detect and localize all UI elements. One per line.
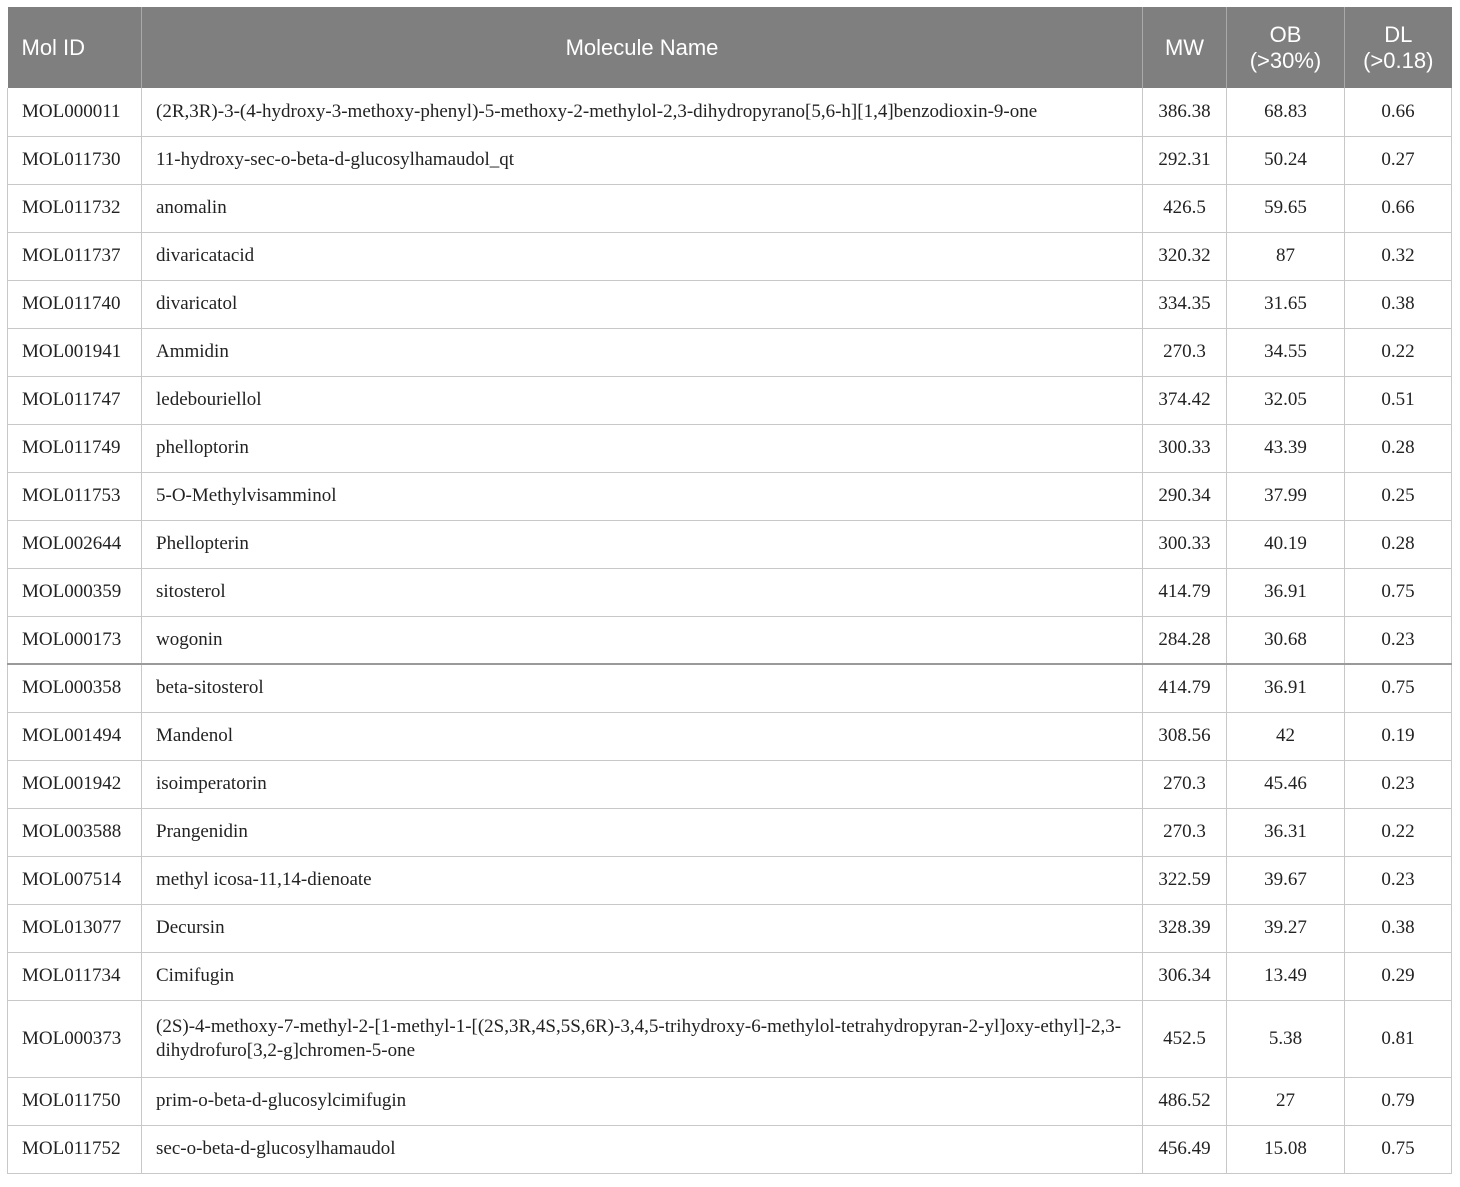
cell-molecule-name: Mandenol xyxy=(142,712,1143,760)
molecule-table xyxy=(7,7,1452,1174)
cell-dl: 0.28 xyxy=(1345,424,1452,472)
header-mol-id: Mol ID xyxy=(8,7,142,88)
cell-mol-id: MOL000358 xyxy=(8,664,142,712)
cell-mw: 374.42 xyxy=(1143,376,1227,424)
table-row xyxy=(8,952,1452,1000)
table-row xyxy=(8,904,1452,952)
cell-dl: 0.75 xyxy=(1345,664,1452,712)
cell-dl: 0.66 xyxy=(1345,88,1452,136)
cell-mol-id: MOL011750 xyxy=(8,1077,142,1125)
cell-dl: 0.23 xyxy=(1345,616,1452,664)
cell-mol-id: MOL000373 xyxy=(8,1000,142,1077)
cell-ob: 87 xyxy=(1227,232,1345,280)
table-row xyxy=(8,136,1452,184)
cell-dl: 0.66 xyxy=(1345,184,1452,232)
cell-ob: 34.55 xyxy=(1227,328,1345,376)
table-row xyxy=(8,520,1452,568)
cell-mw: 300.33 xyxy=(1143,424,1227,472)
cell-ob: 59.65 xyxy=(1227,184,1345,232)
cell-dl: 0.25 xyxy=(1345,472,1452,520)
cell-dl: 0.79 xyxy=(1345,1077,1452,1125)
molecule-table-container xyxy=(7,7,1451,1174)
cell-molecule-name: Ammidin xyxy=(142,328,1143,376)
cell-molecule-name: beta-sitosterol xyxy=(142,664,1143,712)
table-row xyxy=(8,472,1452,520)
header-mw: MW xyxy=(1143,7,1227,88)
cell-mol-id: MOL011737 xyxy=(8,232,142,280)
cell-ob: 42 xyxy=(1227,712,1345,760)
cell-mw: 328.39 xyxy=(1143,904,1227,952)
cell-molecule-name: Decursin xyxy=(142,904,1143,952)
table-row xyxy=(8,616,1452,664)
table-row xyxy=(8,280,1452,328)
cell-molecule-name: divaricatol xyxy=(142,280,1143,328)
cell-mw: 284.28 xyxy=(1143,616,1227,664)
table-row xyxy=(8,328,1452,376)
cell-molecule-name: methyl icosa-11,14-dienoate xyxy=(142,856,1143,904)
cell-molecule-name: wogonin xyxy=(142,616,1143,664)
cell-mw: 300.33 xyxy=(1143,520,1227,568)
cell-ob: 39.67 xyxy=(1227,856,1345,904)
cell-mol-id: MOL000011 xyxy=(8,88,142,136)
cell-mol-id: MOL007514 xyxy=(8,856,142,904)
table-row xyxy=(8,376,1452,424)
cell-ob: 50.24 xyxy=(1227,136,1345,184)
cell-ob: 68.83 xyxy=(1227,88,1345,136)
table-row xyxy=(8,424,1452,472)
cell-ob: 36.91 xyxy=(1227,664,1345,712)
table-header xyxy=(8,7,1452,88)
cell-ob: 31.65 xyxy=(1227,280,1345,328)
cell-mw: 270.3 xyxy=(1143,808,1227,856)
cell-mw: 452.5 xyxy=(1143,1000,1227,1077)
cell-mol-id: MOL011732 xyxy=(8,184,142,232)
cell-molecule-name: phelloptorin xyxy=(142,424,1143,472)
cell-dl: 0.32 xyxy=(1345,232,1452,280)
table-row xyxy=(8,1000,1452,1077)
cell-mw: 386.38 xyxy=(1143,88,1227,136)
cell-mol-id: MOL011730 xyxy=(8,136,142,184)
cell-molecule-name: prim-o-beta-d-glucosylcimifugin xyxy=(142,1077,1143,1125)
table-row xyxy=(8,1077,1452,1125)
cell-dl: 0.23 xyxy=(1345,760,1452,808)
header-dl xyxy=(1345,7,1452,88)
cell-ob: 39.27 xyxy=(1227,904,1345,952)
cell-molecule-name: 11-hydroxy-sec-o-beta-d-glucosylhamaudol_qt xyxy=(142,136,1143,184)
cell-mol-id: MOL000359 xyxy=(8,568,142,616)
cell-mw: 308.56 xyxy=(1143,712,1227,760)
cell-mw: 292.31 xyxy=(1143,136,1227,184)
cell-molecule-name: Cimifugin xyxy=(142,952,1143,1000)
cell-mol-id: MOL000173 xyxy=(8,616,142,664)
cell-molecule-name: divaricatacid xyxy=(142,232,1143,280)
cell-mol-id: MOL011752 xyxy=(8,1125,142,1173)
cell-ob: 30.68 xyxy=(1227,616,1345,664)
table-row xyxy=(8,760,1452,808)
cell-dl: 0.51 xyxy=(1345,376,1452,424)
header-dl-threshold: (>0.18) xyxy=(1363,47,1434,73)
header-ob xyxy=(1227,7,1345,88)
cell-dl: 0.38 xyxy=(1345,280,1452,328)
cell-mw: 290.34 xyxy=(1143,472,1227,520)
cell-dl: 0.23 xyxy=(1345,856,1452,904)
cell-molecule-name: (2R,3R)-3-(4-hydroxy-3-methoxy-phenyl)-5-methoxy-2-methylol-2,3-dihydropyrano[5,6-h][1,4]benzodioxin-9-one xyxy=(142,88,1143,136)
cell-mw: 414.79 xyxy=(1143,664,1227,712)
cell-ob: 13.49 xyxy=(1227,952,1345,1000)
table-body xyxy=(8,88,1452,1173)
cell-mol-id: MOL002644 xyxy=(8,520,142,568)
cell-mw: 306.34 xyxy=(1143,952,1227,1000)
cell-dl: 0.38 xyxy=(1345,904,1452,952)
cell-ob: 43.39 xyxy=(1227,424,1345,472)
cell-ob: 37.99 xyxy=(1227,472,1345,520)
cell-dl: 0.27 xyxy=(1345,136,1452,184)
cell-mol-id: MOL011734 xyxy=(8,952,142,1000)
cell-molecule-name: Phellopterin xyxy=(142,520,1143,568)
cell-ob: 45.46 xyxy=(1227,760,1345,808)
cell-mol-id: MOL011747 xyxy=(8,376,142,424)
cell-mol-id: MOL011740 xyxy=(8,280,142,328)
cell-molecule-name: sec-o-beta-d-glucosylhamaudol xyxy=(142,1125,1143,1173)
cell-dl: 0.75 xyxy=(1345,1125,1452,1173)
cell-mol-id: MOL013077 xyxy=(8,904,142,952)
cell-ob: 32.05 xyxy=(1227,376,1345,424)
table-row xyxy=(8,712,1452,760)
cell-mol-id: MOL011753 xyxy=(8,472,142,520)
cell-dl: 0.22 xyxy=(1345,328,1452,376)
header-molecule-name: Molecule Name xyxy=(142,7,1143,88)
cell-mol-id: MOL003588 xyxy=(8,808,142,856)
cell-ob: 36.91 xyxy=(1227,568,1345,616)
cell-ob: 5.38 xyxy=(1227,1000,1345,1077)
cell-mw: 486.52 xyxy=(1143,1077,1227,1125)
header-ob-threshold: (>30%) xyxy=(1249,47,1322,73)
header-row xyxy=(8,7,1452,88)
table-row xyxy=(8,664,1452,712)
cell-dl: 0.19 xyxy=(1345,712,1452,760)
table-row xyxy=(8,1125,1452,1173)
cell-mw: 270.3 xyxy=(1143,760,1227,808)
cell-molecule-name: sitosterol xyxy=(142,568,1143,616)
cell-molecule-name: ledebouriellol xyxy=(142,376,1143,424)
cell-ob: 40.19 xyxy=(1227,520,1345,568)
table-row xyxy=(8,856,1452,904)
table-row xyxy=(8,568,1452,616)
cell-ob: 27 xyxy=(1227,1077,1345,1125)
cell-dl: 0.75 xyxy=(1345,568,1452,616)
cell-ob: 15.08 xyxy=(1227,1125,1345,1173)
cell-mol-id: MOL001941 xyxy=(8,328,142,376)
cell-mol-id: MOL001942 xyxy=(8,760,142,808)
cell-dl: 0.29 xyxy=(1345,952,1452,1000)
cell-molecule-name: anomalin xyxy=(142,184,1143,232)
cell-mw: 414.79 xyxy=(1143,568,1227,616)
cell-dl: 0.81 xyxy=(1345,1000,1452,1077)
cell-ob: 36.31 xyxy=(1227,808,1345,856)
header-ob-label: OB xyxy=(1269,21,1302,47)
cell-molecule-name: (2S)-4-methoxy-7-methyl-2-[1-methyl-1-[(2S,3R,4S,5S,6R)-3,4,5-trihydroxy-6-methylol-tetrahydropyran-2-yl]oxy-ethyl]-2,3-dihydrofuro[3,2-g]chromen-5-one xyxy=(142,1000,1143,1077)
cell-mw: 320.32 xyxy=(1143,232,1227,280)
cell-molecule-name: isoimperatorin xyxy=(142,760,1143,808)
table-row xyxy=(8,184,1452,232)
cell-mol-id: MOL001494 xyxy=(8,712,142,760)
table-row xyxy=(8,808,1452,856)
cell-molecule-name: 5-O-Methylvisamminol xyxy=(142,472,1143,520)
cell-dl: 0.22 xyxy=(1345,808,1452,856)
table-row xyxy=(8,88,1452,136)
cell-dl: 0.28 xyxy=(1345,520,1452,568)
cell-mw: 334.35 xyxy=(1143,280,1227,328)
cell-mw: 456.49 xyxy=(1143,1125,1227,1173)
cell-mol-id: MOL011749 xyxy=(8,424,142,472)
cell-molecule-name: Prangenidin xyxy=(142,808,1143,856)
cell-mw: 322.59 xyxy=(1143,856,1227,904)
header-dl-label: DL xyxy=(1384,21,1413,47)
cell-mw: 426.5 xyxy=(1143,184,1227,232)
table-row xyxy=(8,232,1452,280)
cell-mw: 270.3 xyxy=(1143,328,1227,376)
